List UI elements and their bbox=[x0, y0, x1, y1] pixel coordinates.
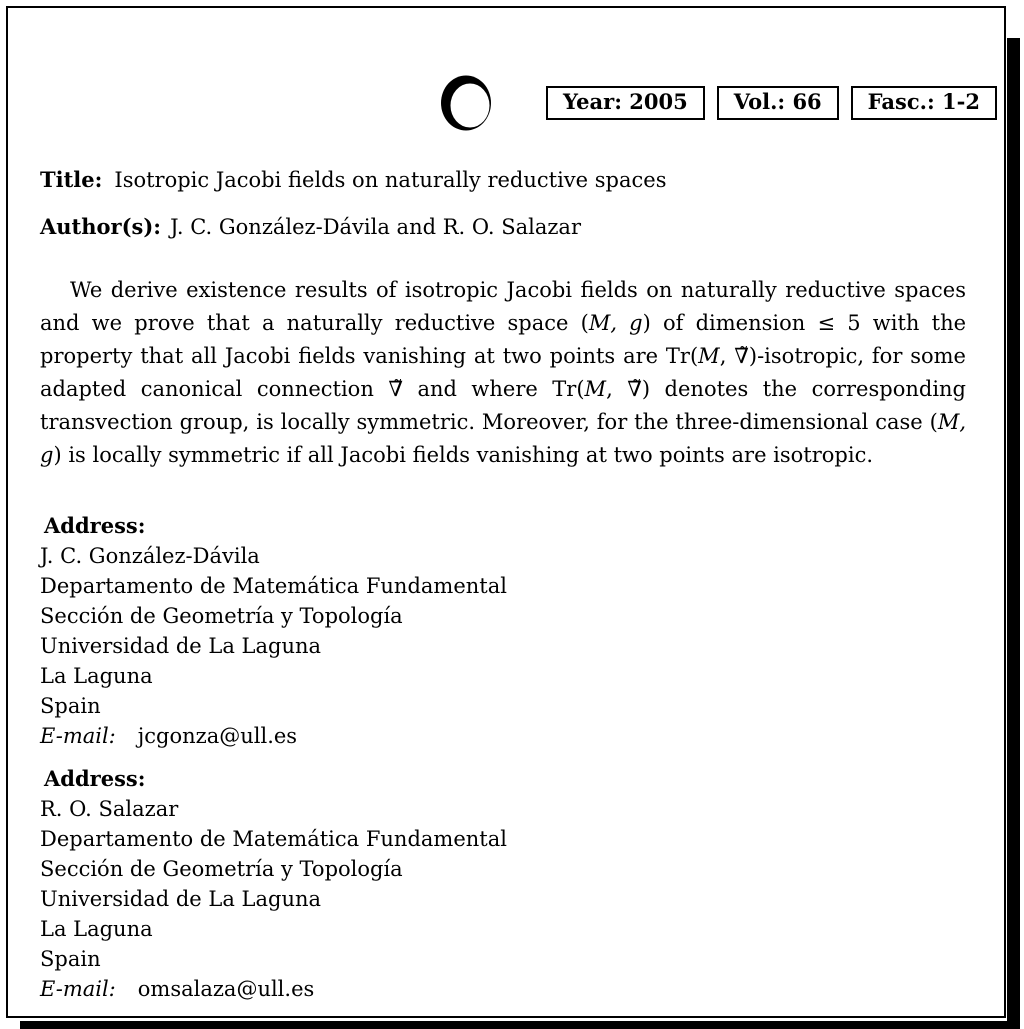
issue-badges bbox=[546, 86, 997, 120]
email-address: omsalaza@ull.es bbox=[137, 977, 315, 1001]
abstract-text bbox=[40, 274, 966, 472]
address-line: La Laguna bbox=[40, 917, 153, 941]
volume-badge: Vol.: 66 bbox=[717, 86, 839, 120]
abstract-segment: ) is locally symmetric if all Jacobi fields vanishing at two points are isotropic. bbox=[53, 443, 874, 467]
email-line bbox=[40, 974, 966, 1004]
frame-shadow-right bbox=[1007, 38, 1020, 1029]
title-line bbox=[40, 166, 966, 194]
abstract-page-content bbox=[40, 166, 966, 1017]
year-badge: Year: 2005 bbox=[546, 86, 705, 120]
address-line: Spain bbox=[40, 694, 101, 718]
title-label: Title: bbox=[40, 167, 103, 192]
address-line: J. C. González-Dávila bbox=[40, 544, 260, 568]
crescent-moon-logo-icon bbox=[440, 74, 494, 133]
address-line: La Laguna bbox=[40, 664, 153, 688]
abstract-segment: M bbox=[698, 344, 720, 368]
address-line: R. O. Salazar bbox=[40, 797, 179, 821]
fascicle-badge: Fasc.: 1-2 bbox=[851, 86, 997, 120]
abstract-segment: M bbox=[584, 377, 607, 401]
abstract-segment: We derive existence results of isotropic Jacobi fields on naturally reductive spaces and we prove that a naturally reductive space ( bbox=[40, 278, 966, 335]
address-line: Sección de Geometría y Topología bbox=[40, 857, 403, 881]
address-label: Address: bbox=[44, 766, 146, 791]
address-line: Universidad de La Laguna bbox=[40, 634, 322, 658]
authors-label: Author(s): bbox=[40, 214, 162, 239]
abstract-segment: M, g bbox=[40, 410, 966, 467]
address-block bbox=[40, 764, 966, 1004]
paper-authors: J. C. González-Dávila and R. O. Salazar bbox=[170, 215, 581, 239]
email-label: E-mail: bbox=[40, 977, 116, 1001]
address-line: Spain bbox=[40, 947, 101, 971]
email-address: jcgonza@ull.es bbox=[137, 724, 298, 748]
abstract-segment: M, g bbox=[588, 311, 643, 335]
abstract-segment: ) of dimension ≤ 5 with the property that all Jacobi fields vanishing at two points are Tr( bbox=[40, 311, 967, 368]
abstract-segment: , ∇̃)-isotropic, for some adapted canonical connection ∇̃ and where Tr( bbox=[40, 344, 966, 401]
address-line: Universidad de La Laguna bbox=[40, 887, 322, 911]
address-block bbox=[40, 511, 966, 751]
paper-title: Isotropic Jacobi fields on naturally reductive spaces bbox=[114, 168, 667, 192]
address-line: Departamento de Matemática Fundamental bbox=[40, 574, 507, 598]
authors-line bbox=[40, 213, 966, 241]
address-blocks bbox=[40, 511, 966, 1004]
email-line bbox=[40, 721, 966, 751]
email-label: E-mail: bbox=[40, 724, 116, 748]
frame-shadow-bottom bbox=[20, 1021, 1020, 1029]
address-label: Address: bbox=[44, 513, 146, 538]
abstract-segment: , ∇̃) denotes the corresponding transvection group, is locally symmetric. Moreover, for the three-dimensional case ( bbox=[40, 377, 966, 434]
address-line: Departamento de Matemática Fundamental bbox=[40, 827, 507, 851]
address-line: Sección de Geometría y Topología bbox=[40, 604, 403, 628]
